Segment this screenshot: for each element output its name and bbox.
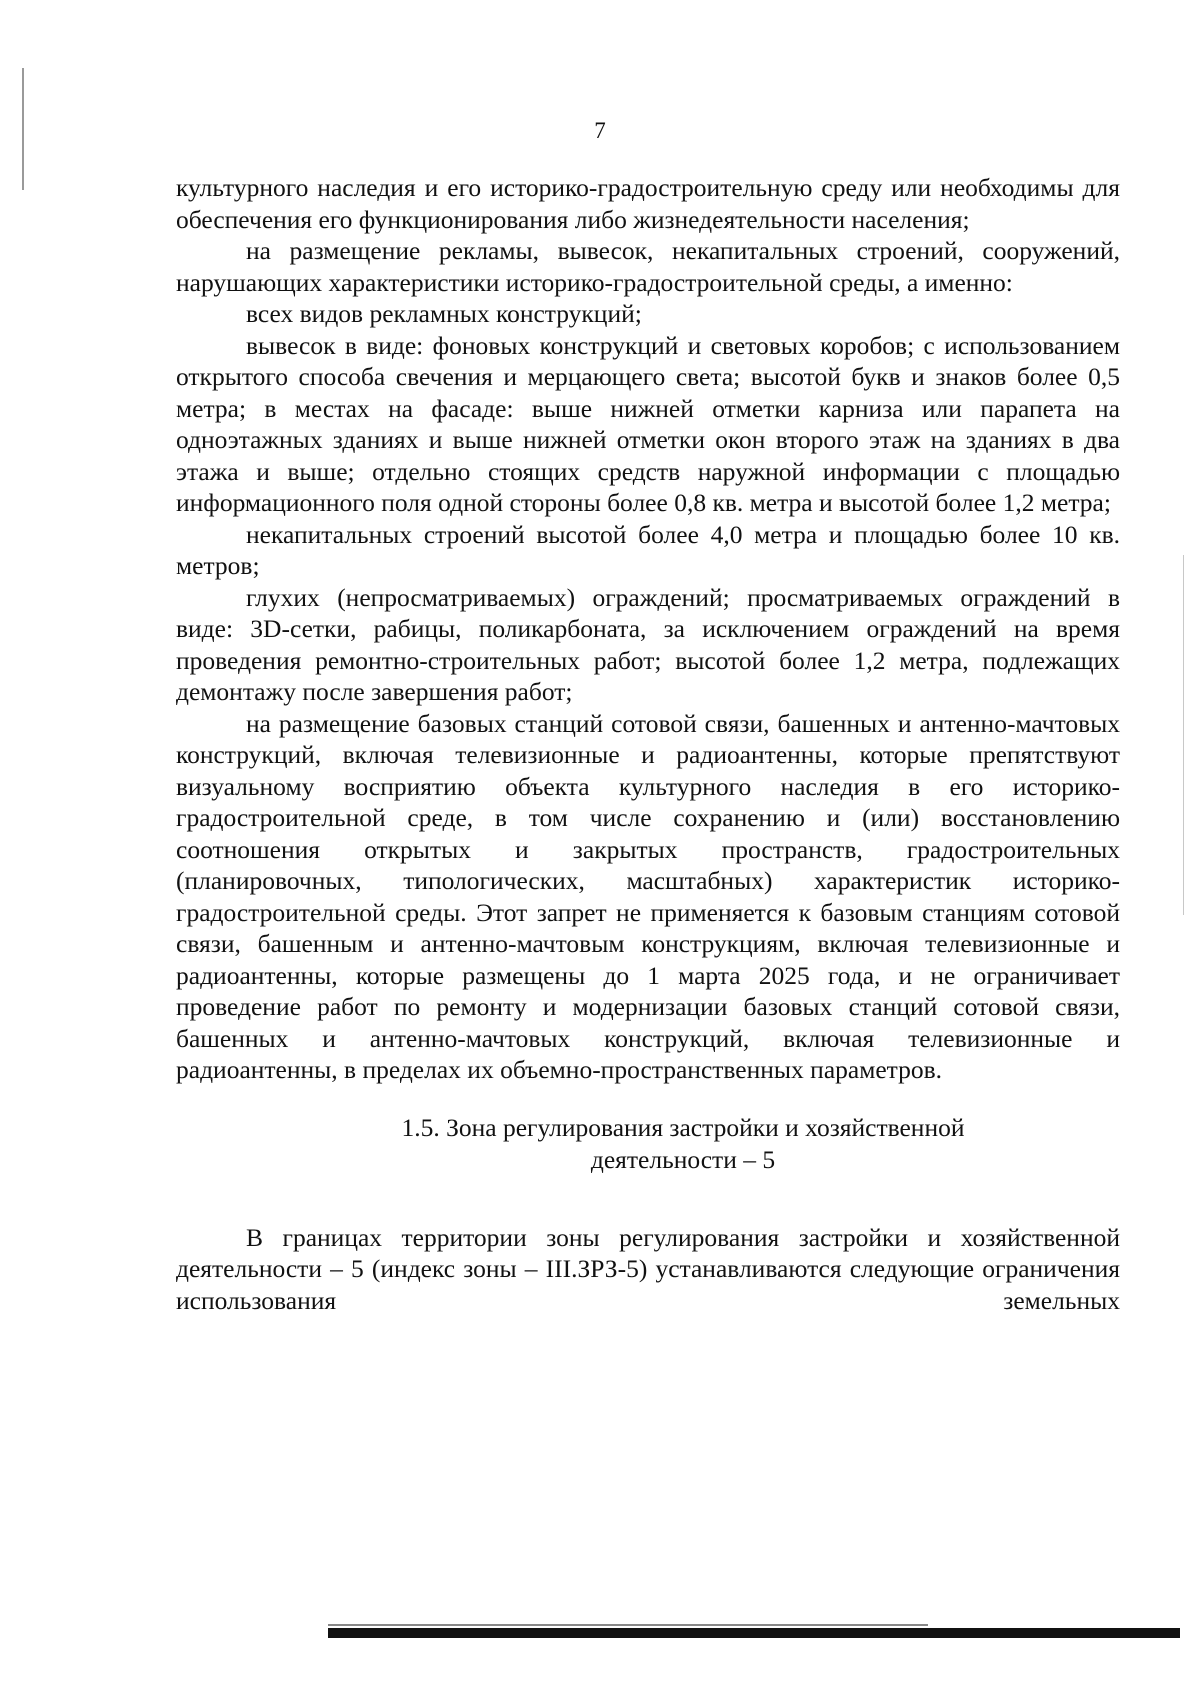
paragraph-fences: глухих (непросматриваемых) ограждений; просматриваемых ограждений в виде: 3D-сетки, рабицы, поликарбоната, за исключением ограждений на время проведения ремонтно-строительных работ; высотой более 1,2 метра, подлежащих демонтажу после завершения работ;	[176, 582, 1120, 706]
paragraph-ad-constructions: всех видов рекламных конструкций;	[246, 299, 642, 328]
heading-spacer	[176, 1176, 1120, 1222]
section-heading-line1: 1.5. Зона регулирования застройки и хозяйственной	[401, 1112, 965, 1142]
paragraph-zone-restrictions: В границах территории зоны регулирования застройки и хозяйственной деятельности – 5 (индекс зоны – III.ЗРЗ-5) устанавливаются следующие ограничения использования земельных	[176, 1222, 1120, 1315]
paragraph-base-stations: на размещение базовых станций сотовой связи, башенных и антенно-мачтовых конструкций, включая телевизионные и радиоантенны, которые препятствуют визуальному восприятию объекта культурного наследия в его историко-градостроительной среде, в том числе сохранению и (или) восстановлению соотношения открытых и закрытых пространств, градостроительных (планировочных, типологических, масштабных) характеристик историко-градостроительной среды. Этот запрет не применяется к базовым станциям сотовой связи, башенным и антенно-мачтовым конструкциям, включая телевизионные и радиоантенны, которые размещены до 1 марта 2025 года, и не ограничивает проведение работ по ремонту и модернизации базовых станций сотовой связи, башенных и антенно-мачтовых конструкций, включая телевизионные и радиоантенны, в пределах их объемно-пространственных параметров.	[176, 708, 1120, 1084]
paragraph-temporary-buildings: некапитальных строений высотой более 4,0 метра и площадью более 10 кв. метров;	[176, 519, 1120, 580]
section-heading-line2: деятельности – 5	[590, 1144, 776, 1174]
scan-bottom-edge-line	[328, 1624, 928, 1626]
scan-bottom-edge-bar	[328, 1628, 1180, 1638]
section-heading	[176, 1112, 1120, 1176]
paragraph-advertising-ban: на размещение рекламы, вывесок, некапитальных строений, сооружений, нарушающих характеристики историко-градостроительной среды, а именно:	[176, 236, 1120, 297]
page-number: 7	[594, 118, 606, 143]
scan-edge-mark	[1183, 555, 1184, 915]
paragraph-signboards: вывесок в виде: фоновых конструкций и световых коробов; с использованием открытого способа свечения и мерцающего света; высотой букв и знаков более 0,5 метра; в местах на фасаде: выше нижней отметки карниза или парапета на одноэтажных зданиях и выше нижней отметки окон второго этаж на зданиях в два этажа и выше; отдельно стоящих средств наружной информации с площадью информационного поля одной стороны более 0,8 кв. метра и высотой более 1,2 метра;	[176, 330, 1120, 517]
paragraph-continuation: культурного наследия и его историко-градостроительную среду или необходимы для обеспечения его функционирования либо жизнедеятельности населения;	[176, 173, 1120, 234]
document-body	[176, 172, 1120, 1316]
